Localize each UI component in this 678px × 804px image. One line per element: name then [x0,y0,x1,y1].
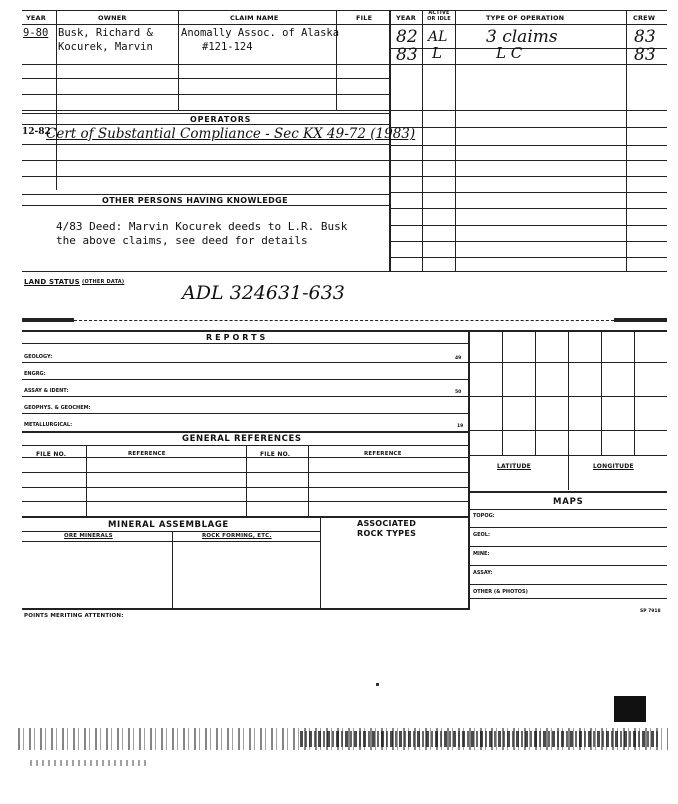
grid-h-3 [469,430,667,431]
land-status-handwritten: ADL 324631-633 [182,282,345,304]
associated-label: ASSOCIATED [357,519,417,528]
refs-rule-0 [22,457,468,458]
owner-rule-4 [22,110,390,111]
maps-rule-4 [469,584,667,585]
grid-h-1 [469,362,667,363]
report-geology-label: GEOLOGY: [24,354,53,360]
header-active-idle: ACTIVE OR IDLE [427,10,451,22]
header-file: FILE [356,14,373,22]
reports-rule-4 [22,413,468,414]
maps-top-rule [469,491,667,493]
col-divider-claim [336,10,337,110]
activity-rule-9 [390,208,667,209]
header-claim-name: CLAIM NAME [230,14,279,22]
scan-noise-small [30,760,150,766]
divider-dashed [74,320,614,321]
activity-rule-10 [390,225,667,226]
mineral-bottom-rule [22,608,468,610]
other-persons-top-rule [22,194,390,195]
reports-rule-3 [22,396,468,397]
activity-status-2: L [432,44,442,62]
activity-status-1: AL [428,29,448,45]
col-divider-year2 [422,10,423,272]
rock-types-label: ROCK TYPES [357,529,417,538]
longitude-label: LONGITUDE [593,463,634,470]
maps-other-label: OTHER (& PHOTOS) [473,589,528,595]
report-metallurgical-label: METALLURGICAL: [24,422,73,428]
refs-v-2 [246,445,247,516]
grid-h-4 [469,455,667,456]
latitude-label: LATITUDE [497,463,531,470]
mineral-top-rule [22,516,468,518]
form-number: SP 7918 [640,609,661,614]
activity-rule-2 [390,64,667,65]
activity-operation-1: 3 claims [486,27,558,47]
header-owner: OWNER [98,14,127,22]
refs-rule-1 [22,472,468,473]
col-divider-year [56,10,57,190]
reports-title: REPORTS [206,333,269,342]
other-persons-line-1: 4/83 Deed: Marvin Kocurek deeds to L.R. Busk [56,220,348,233]
col-divider-active [455,10,456,272]
land-status-label: LAND STATUS [24,278,80,286]
activity-rule-5 [390,145,667,146]
activity-crew-2: 83 [634,45,656,65]
activity-rule-11 [390,241,667,242]
owner-year: 9-80 [23,27,49,39]
refs-col-reference: REFERENCE [128,451,166,457]
mineral-subheader-rule [22,541,320,542]
maps-rule-3 [469,565,667,566]
other-persons-line-2: the above claims, see deed for details [56,234,308,247]
mineral-assemblage-title: MINERAL ASSEMBLAGE [108,520,229,530]
reports-right-divider [468,330,470,610]
grid-h-2 [469,396,667,397]
activity-crew-1: 83 [634,27,656,47]
grid-v-5 [634,330,635,455]
header-type-of-operation: TYPE OF OPERATION [486,14,565,22]
header-year: YEAR [26,14,46,22]
refs-col-file-no-2: FILE NO. [260,451,291,458]
activity-rule-3 [390,110,667,111]
operators-top-rule [22,113,390,114]
owner-rule-2 [22,78,390,79]
owner-name-line-1: Busk, Richard & [58,27,153,39]
reports-rule-1 [22,362,468,363]
report-geophys-label: GEOPHYS. & GEOCHEM: [24,405,91,411]
operators-rule-2 [22,160,390,161]
owner-name-line-2: Kocurek, Marvin [58,41,153,53]
report-metallurgical-num: 19 [457,424,464,429]
reports-rule-2 [22,379,468,380]
operators-title: OPERATORS [190,115,252,124]
report-assay-num: 50 [455,390,462,395]
claim-name-line-1: Anomally Assoc. of Alaska [181,27,340,39]
land-status-sublabel: (OTHER DATA) [82,279,125,285]
header-year-2: YEAR [396,14,416,22]
operators-entry-text: Cert of Substantial Compliance - Sec KX 49-72 (1983) [46,126,416,142]
mineral-v-assoc [320,516,321,608]
mineral-header-rule [22,531,320,532]
maps-title: MAPS [553,497,584,507]
activity-rule-12 [390,257,667,258]
owner-rule-1 [22,64,390,65]
mineral-v-mid [172,531,173,608]
refs-col-reference-2: REFERENCE [364,451,402,457]
reports-rule-5 [22,431,468,433]
claim-name-line-2: #121-124 [202,41,253,53]
maps-topog-label: TOPOG: [473,513,495,519]
operators-rule-3 [22,176,390,177]
divider-thick-left [22,318,74,322]
report-geology-num: 49 [455,356,462,361]
activity-year-1: 82 [396,27,418,47]
report-assay-label: ASSAY & IDENT: [24,388,69,394]
activity-year-2: 83 [396,45,418,65]
maps-mine-label: MINE: [473,551,490,557]
refs-v-1 [86,445,87,516]
scan-black-block [614,696,646,722]
activity-rule-4 [390,127,667,128]
header-crew: CREW [633,14,656,22]
grid-v-4 [601,330,602,455]
other-persons-title: OTHER PERSONS HAVING KNOWLEDGE [102,196,288,205]
activity-rule-13 [390,271,667,272]
scan-dot [376,683,379,686]
other-persons-bottom-rule [22,205,390,206]
col-divider-owner [178,10,179,110]
operators-bottom-rule [22,124,390,125]
activity-rule-7 [390,176,667,177]
refs-rule-2 [22,487,468,488]
col-divider-type [626,10,627,272]
general-refs-header-rule [22,445,468,446]
other-persons-end-rule [22,271,390,272]
operators-entry-year: 12-82 [22,127,51,137]
reports-top-rule [22,330,667,332]
maps-assay-label: ASSAY: [473,570,493,576]
maps-geol-label: GEOL: [473,532,490,538]
maps-header-rule [469,509,667,510]
points-meriting-attention-label: POINTS MERITING ATTENTION: [24,613,124,619]
activity-rule-6 [390,160,667,161]
maps-rule-5 [469,598,667,599]
activity-operation-2: L C [496,44,523,62]
refs-rule-3 [22,501,468,502]
report-engrg-label: ENGRG: [24,371,46,377]
divider-thick-right [614,318,667,322]
grid-v-1 [502,330,503,455]
operators-rule-1 [22,144,390,145]
maps-rule-1 [469,527,667,528]
ore-minerals-label: ORE MINERALS [64,533,113,539]
refs-col-file-no: FILE NO. [36,451,67,458]
header-top-rule [22,10,667,11]
refs-v-3 [308,445,309,516]
header-bottom-rule [22,24,667,25]
owner-rule-3 [22,94,390,95]
grid-v-3 [568,330,569,490]
activity-rule-8 [390,192,667,193]
general-refs-title: GENERAL REFERENCES [182,434,302,444]
scan-noise-dense [300,731,660,747]
grid-v-2 [535,330,536,455]
reports-header-rule [22,343,468,344]
rock-forming-label: ROCK FORMING, ETC. [202,533,272,539]
maps-rule-2 [469,546,667,547]
